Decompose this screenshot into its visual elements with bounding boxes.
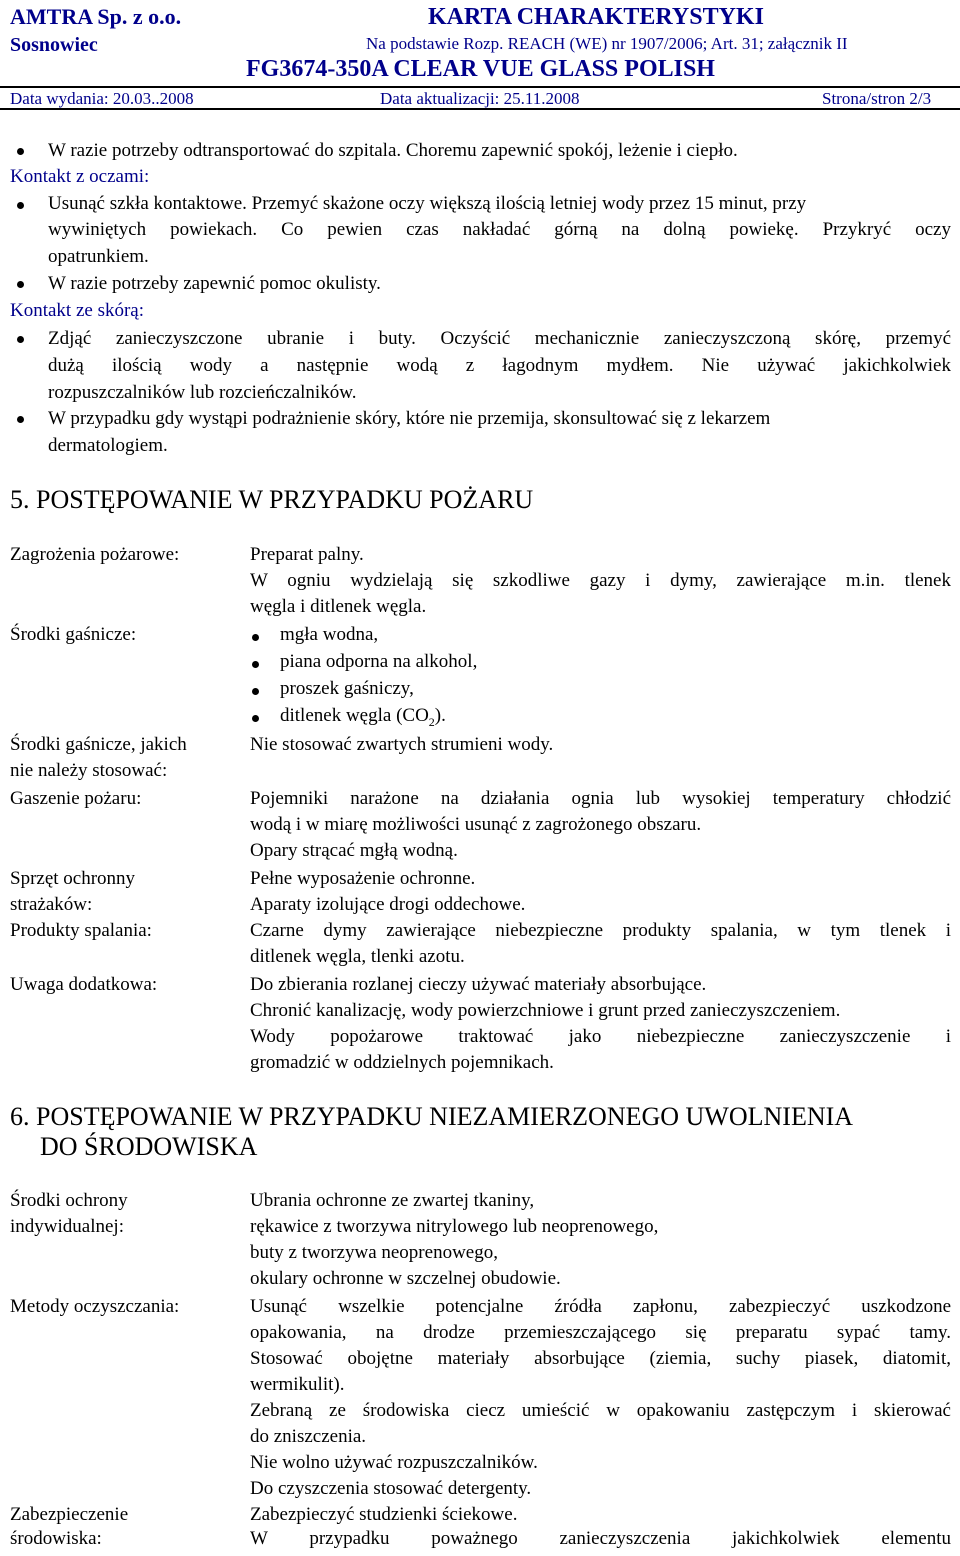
protective-equipment-value: Pełne wyposażenie ochronne.: [250, 868, 476, 889]
combustion-products-value: Czarne dymy zawierające niebezpieczne produkty spalania, w tym tlenek i: [250, 920, 951, 941]
extinguishing-media-label: Środki gaśnicze:: [10, 624, 137, 645]
cleanup-methods-value: Do czyszczenia stosować detergenty.: [250, 1478, 532, 1499]
section-6-heading: 6. POSTĘPOWANIE W PRZYPADKU NIEZAMIERZONEGO UWOLNIENIA: [10, 1102, 854, 1131]
combustion-products-label: Produkty spalania:: [10, 920, 152, 941]
ppe-value: buty z tworzywa neoprenowego,: [250, 1242, 498, 1263]
protective-equipment-label: Sprzęt ochronny: [10, 868, 136, 889]
extinguishing-media-item: [280, 705, 446, 730]
environment-protection-label: Zabezpieczenie: [10, 1504, 129, 1525]
company-city: Sosnowiec: [10, 34, 98, 56]
skin-instruction-cont: dużą ilością wody a następnie wodą z łagodnym mydłem. Nie używać jakichkolwiek: [48, 355, 951, 376]
ppe-label: Środki ochrony: [10, 1190, 128, 1211]
bullet: [17, 336, 24, 343]
firefighting-value: Pojemniki narażone na działania ognia lub wysokiej temperatury chłodzić: [250, 788, 951, 809]
fire-hazards-value: W ogniu wydzielają się szkodliwe gazy i dymy, zawierające m.in. tlenek: [250, 570, 951, 591]
firefighting-label: Gaszenie pożaru:: [10, 788, 142, 809]
page-number: Strona/stron 2/3: [822, 89, 932, 108]
product-name: FG3674-350A CLEAR VUE GLASS POLISH: [246, 56, 715, 82]
first-aid-line: W razie potrzeby odtransportować do szpitala. Choremu zapewnić spokój, leżenie i ciepło.: [48, 140, 738, 161]
additional-note-label: Uwaga dodatkowa:: [10, 974, 158, 995]
company-name: AMTRA Sp. z o.o.: [10, 4, 182, 29]
skin-instruction-end: rozpuszczalników lub rozcieńczalników.: [48, 382, 357, 403]
cleanup-methods-value: wermikulit).: [250, 1374, 345, 1395]
bullet: [252, 634, 259, 641]
skin-doctor-end: dermatologiem.: [48, 435, 168, 456]
co2-subscript: 2: [428, 714, 435, 729]
additional-note-value: Wody popożarowe traktować jako niebezpieczne zanieczyszczenie i: [250, 1026, 951, 1047]
bullet: [17, 202, 24, 209]
firefighting-value: Opary strącać mgłą wodną.: [250, 840, 458, 861]
eyes-instruction: Usunąć szkła kontaktowe. Przemyć skażone oczy większą ilością letniej wody przez 15 minut, przy: [48, 193, 807, 214]
protective-equipment-label-cont: strażaków:: [10, 894, 93, 915]
additional-note-value: Chronić kanalizację, wody powierzchniowe i grunt przed zanieczyszczeniem.: [250, 1000, 841, 1021]
bullet: [17, 416, 24, 423]
unsuitable-media-label-cont: nie należy stosować:: [10, 760, 168, 781]
co2-text-end: ).: [434, 705, 446, 726]
cleanup-methods-value: Nie wolno używać rozpuszczalników.: [250, 1452, 538, 1473]
eyes-doctor-line: W razie potrzeby zapewnić pomoc okulisty.: [48, 273, 381, 294]
environment-protection-value: W przypadku poważnego zanieczyszczenia jakichkolwiek elementu: [250, 1528, 951, 1549]
ppe-value: Ubrania ochronne ze zwartej tkaniny,: [250, 1190, 535, 1211]
cleanup-methods-label: Metody oczyszczania:: [10, 1296, 180, 1317]
cleanup-methods-value: Zebraną ze środowiska ciecz umieścić w opakowaniu zastępczym i skierować: [250, 1400, 951, 1421]
bullet: [17, 281, 24, 288]
section-6-heading-cont: DO ŚRODOWISKA: [40, 1132, 258, 1161]
fire-hazards-label: Zagrożenia pożarowe:: [10, 544, 180, 565]
skin-contact-label: Kontakt ze skórą:: [10, 300, 145, 321]
issue-date: Data wydania: 20.03..2008: [10, 89, 194, 108]
unsuitable-media-label: Środki gaśnicze, jakich: [10, 734, 187, 755]
additional-note-value: Do zbierania rozlanej cieczy używać materiały absorbujące.: [250, 974, 707, 995]
eyes-contact-label: Kontakt z oczami:: [10, 166, 150, 187]
extinguishing-media-item: proszek gaśniczy,: [280, 678, 414, 699]
bullet: [17, 148, 24, 155]
environment-protection-label-cont: środowiska:: [10, 1528, 102, 1549]
cleanup-methods-value: opakowania, na drodze przemieszczającego się preparatu sypać tamy.: [250, 1322, 951, 1343]
combustion-products-value: ditlenek węgla, tlenki azotu.: [250, 946, 465, 967]
cleanup-methods-value: do zniszczenia.: [250, 1426, 367, 1447]
extinguishing-media-item: piana odporna na alkohol,: [280, 651, 478, 672]
cleanup-methods-value: Stosować obojętne materiały absorbujące (ziemia, suchy piasek, diatomit,: [250, 1348, 951, 1369]
section-5-heading: 5. POSTĘPOWANIE W PRZYPADKU POŻARU: [10, 485, 534, 514]
additional-note-value: gromadzić w oddzielnych pojemnikach.: [250, 1052, 554, 1073]
bullet: [252, 715, 259, 722]
extinguishing-media-item: mgła wodna,: [280, 624, 379, 645]
update-date: Data aktualizacji: 25.11.2008: [380, 89, 580, 108]
header-bottom-divider: [0, 108, 960, 110]
document-title: KARTA CHARAKTERYSTYKI: [428, 4, 764, 30]
skin-doctor-line: W przypadku gdy wystąpi podrażnienie skóry, które nie przemija, skonsultować się z lekarzem: [48, 408, 771, 429]
protective-equipment-value: Aparaty izolujące drogi oddechowe.: [250, 894, 526, 915]
eyes-instruction-end: opatrunkiem.: [48, 246, 149, 267]
fire-hazards-value: Preparat palny.: [250, 544, 364, 565]
eyes-instruction-cont: wywiniętych powiekach. Co pewien czas nakładać górną na dolną powiekę. Przykryć oczy: [48, 219, 951, 240]
document-header: [0, 0, 960, 108]
environment-protection-value: Zabezpieczyć studzienki ściekowe.: [250, 1504, 518, 1525]
cleanup-methods-value: Usunąć wszelkie potencjalne źródła zapłonu, zabezpieczyć uszkodzone: [250, 1296, 951, 1317]
legal-basis: Na podstawie Rozp. REACH (WE) nr 1907/2006; Art. 31; załącznik II: [366, 34, 848, 53]
firefighting-value: wodą i w miarę możliwości usunąć z zagrożonego obszaru.: [250, 814, 702, 835]
bullet: [252, 661, 259, 668]
skin-instruction: Zdjąć zanieczyszczone ubranie i buty. Oczyścić mechanicznie zanieczyszczoną skórę, przemyć: [48, 328, 951, 349]
fire-hazards-value: węgla i ditlenek węgla.: [250, 596, 427, 617]
ppe-label-cont: indywidualnej:: [10, 1216, 124, 1237]
header-divider: [0, 86, 960, 88]
bullet: [252, 688, 259, 695]
ppe-value: okulary ochronne w szczelnej obudowie.: [250, 1268, 561, 1289]
unsuitable-media-value: Nie stosować zwartych strumieni wody.: [250, 734, 554, 755]
co2-text: ditlenek węgla (CO: [280, 705, 429, 726]
ppe-value: rękawice z tworzywa nitrylowego lub neoprenowego,: [250, 1216, 659, 1237]
